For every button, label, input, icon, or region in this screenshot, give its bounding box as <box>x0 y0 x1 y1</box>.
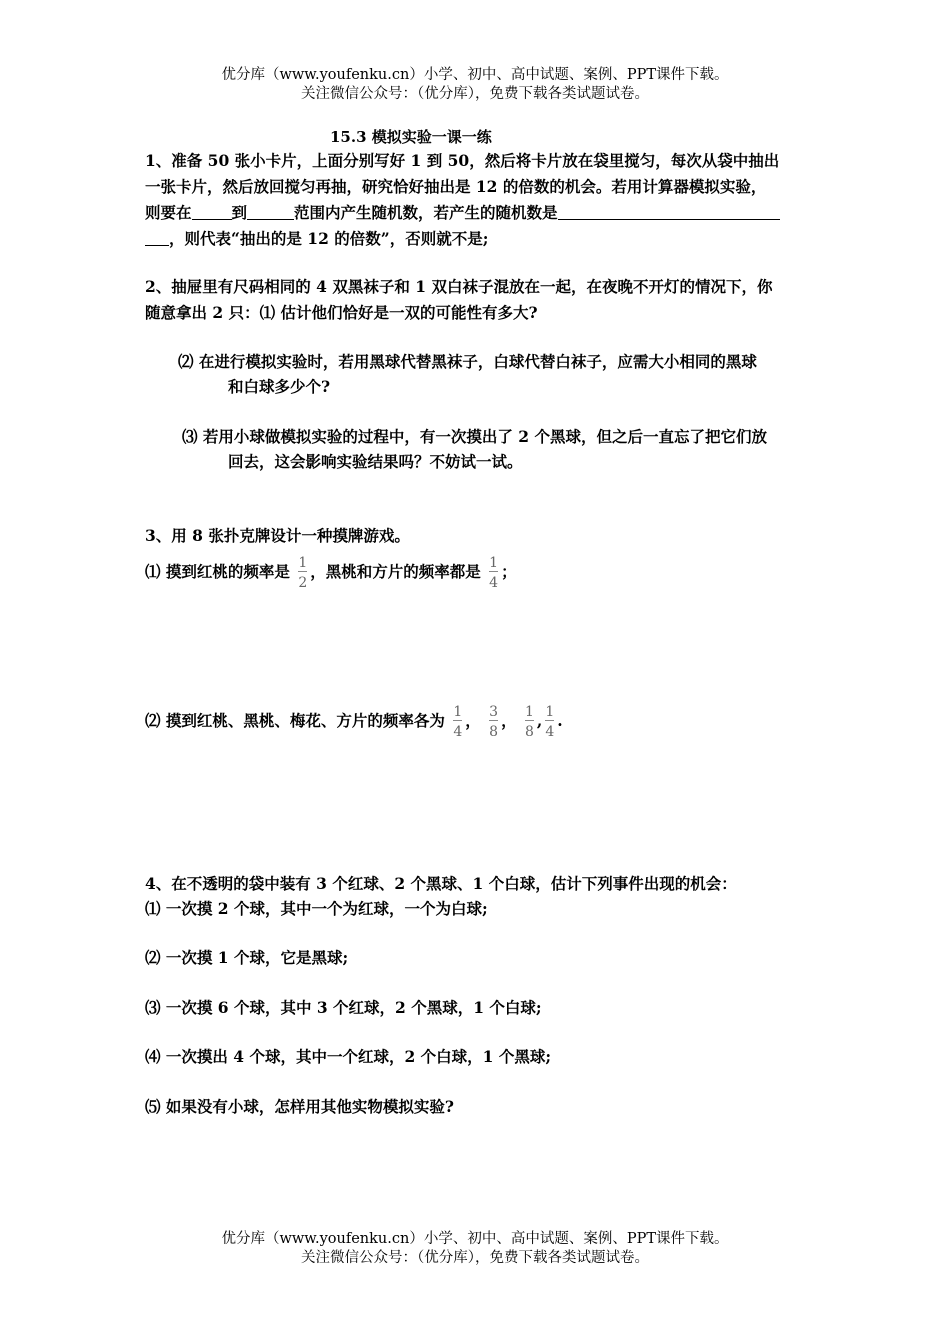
q3-part1 <box>145 550 517 594</box>
q3-intro: 3、用 8 张扑克牌设计一种摸牌游戏。 <box>145 526 410 545</box>
q1-line-3-b: 到 <box>231 203 248 222</box>
header-line-1: 优分库（www.youfenku.cn）小学、初中、高中试题、案例、PPT课件下载。 <box>221 67 729 83</box>
fraction-hearts: $\frac{1}{4}$ <box>453 704 463 740</box>
q4-item-2: ⑵ 一次摸 1 个球，它是黑球; <box>145 948 349 967</box>
fraction-clubs: $\frac{1}{8}$ <box>525 704 534 740</box>
q1-line-3 <box>145 200 780 226</box>
fraction-diamonds: $\frac{1}{4}$ <box>545 704 555 740</box>
q1-line-4 <box>145 226 488 252</box>
q4-intro: 4、在不透明的袋中装有 3 个红球、2 个黑球、1 个白球，估计下列事件出现的机会： <box>145 874 737 893</box>
page-footer <box>0 1230 950 1268</box>
q4-item-4: ⑷ 一次摸出 4 个球，其中一个红球，2 个白球，1 个黑球; <box>145 1047 552 1066</box>
q3-part1-b: ，黑桃和方片的频率都是 <box>310 562 481 581</box>
q2-part2-line-1: ⑵ 在进行模拟实验时，若用黑球代替黑袜子，白球代替白袜子，应需大小相同的黑球 <box>178 352 757 371</box>
q1-line-2: 一张卡片，然后放回搅匀再抽，研究恰好抽出是 12 的倍数的机会。若用计算器模拟实验， <box>145 177 767 196</box>
q1-blank-from[interactable] <box>192 203 232 220</box>
q3-part2-sep-1: ， <box>465 711 481 730</box>
q2-line-2: 随意拿出 2 只：⑴ 估计他们恰好是一双的可能性有多大? <box>145 303 538 322</box>
q1-line-3-c: 范围内产生随机数，若产生的随机数是 <box>294 203 558 222</box>
q4-item-1: ⑴ 一次摸 2 个球，其中一个为红球，一个为白球; <box>145 899 488 918</box>
q2-line-1: 2、抽屉里有尺码相同的 4 双黑袜子和 1 双白袜子混放在一起，在夜晚不开灯的情况下，你 <box>145 277 773 296</box>
q2-part2-line-2: 和白球多少个? <box>228 377 331 396</box>
fraction-one-quarter: $\frac{1}{4}$ <box>489 555 499 591</box>
page-title: 15.3 模拟实验一课一练 <box>330 128 492 146</box>
q3-part2-end: . <box>557 711 563 730</box>
fraction-one-half: $\frac{1}{2}$ <box>298 555 308 591</box>
footer-line-2: 关注微信公众号：（优分库），免费下载各类试题试卷。 <box>301 1250 649 1266</box>
q2-part3-line-2: 回去，这会影响实验结果吗？不妨试一试。 <box>228 452 523 471</box>
q3-part1-a: ⑴ 摸到红桃的频率是 <box>145 562 290 581</box>
q4-item-3: ⑶ 一次摸 6 个球，其中 3 个红球，2 个黑球，1 个白球; <box>145 998 542 1017</box>
q3-part2 <box>145 699 563 743</box>
q3-part2-a: ⑵ 摸到红桃、黑桃、梅花、方片的频率各为 <box>145 711 445 730</box>
footer-line-1: 优分库（www.youfenku.cn）小学、初中、高中试题、案例、PPT课件下载。 <box>221 1231 729 1247</box>
q2-part3-line-1: ⑶ 若用小球做模拟实验的过程中，有一次摸出了 2 个黑球，但之后一直忘了把它们放 <box>182 427 767 446</box>
q1-line-1: 1、准备 50 张小卡片，上面分别写好 1 到 50，然后将卡片放在袋里搅匀，每次从袋中抽出 <box>145 151 780 170</box>
q1-blank-number[interactable] <box>558 203 780 220</box>
q1-blank-number-cont[interactable] <box>145 229 169 246</box>
header-line-2: 关注微信公众号：（优分库），免费下载各类试题试卷。 <box>301 86 649 102</box>
q3-part2-sep-2: ， <box>501 711 517 730</box>
q4-item-5: ⑸ 如果没有小球，怎样用其他实物模拟实验? <box>145 1097 454 1116</box>
q3-part1-c: ； <box>501 562 517 581</box>
page-header <box>0 66 950 104</box>
q1-blank-to[interactable] <box>247 203 294 220</box>
q1-line-4-text: ，则代表“抽出的是 12 的倍数”，否则就不是; <box>169 229 489 248</box>
fraction-spades: $\frac{3}{8}$ <box>489 704 499 740</box>
q3-part2-sep-3: , <box>536 711 543 730</box>
q1-line-3-a: 则要在 <box>145 203 192 222</box>
